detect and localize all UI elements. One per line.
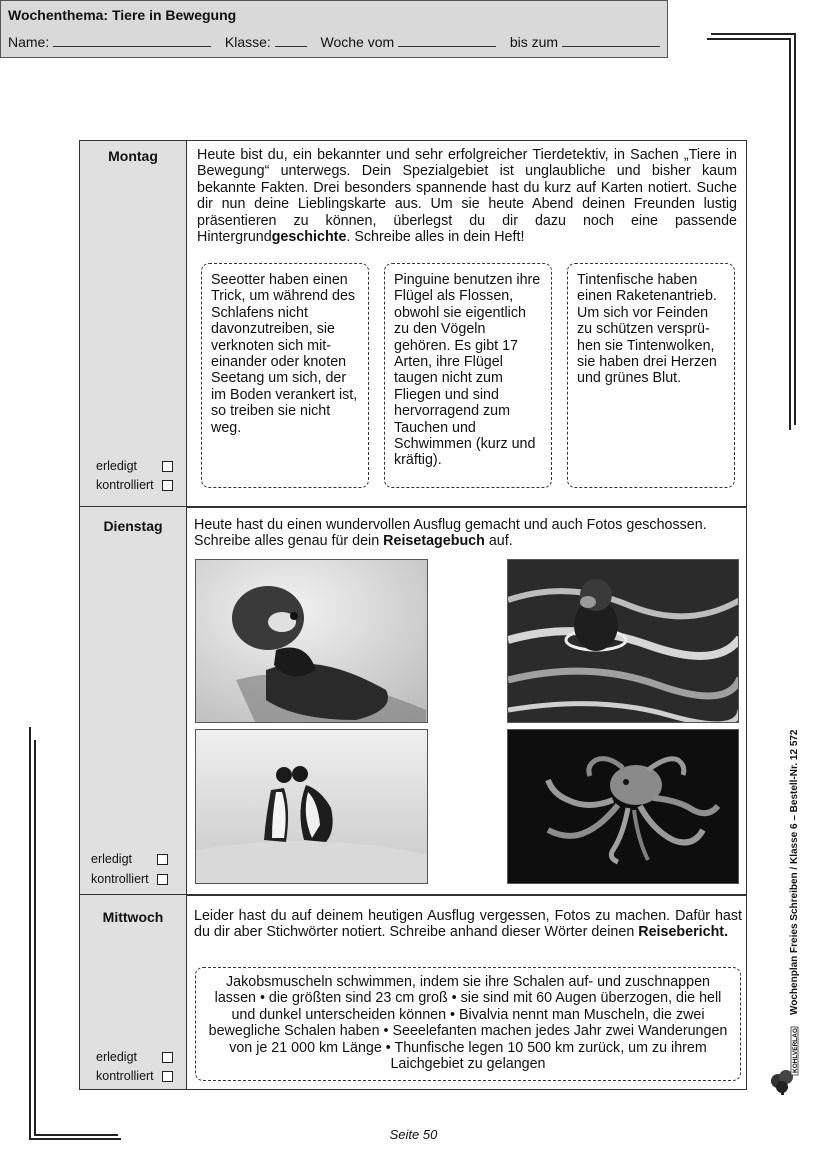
header-fields xyxy=(8,34,660,50)
frame-line-right xyxy=(794,33,796,425)
class-label: Klasse: xyxy=(224,34,271,50)
frame-line-top xyxy=(711,33,795,35)
fact-card-pinguine: Pinguine benutzen ihre Flügel als Flossen, obwohl sie eigentlich zu den Vögeln gehören. Es gibt 17 Arten, ihre Flügel taugen nicht zum Fliegen und sind hervorragend zum Tauchen und Schwimmen (kurz und kräftig). xyxy=(384,263,552,488)
task-text-bold: Reisetagebuch xyxy=(383,533,485,550)
done-label: erledigt xyxy=(96,1050,137,1064)
day-column-tuesday xyxy=(80,507,187,895)
fact-card-seeotter: Seeotter haben einen Trick, um während des Schlafens nicht davonzutreiben, sie verknoten sich mit-einander oder knoten Seetang um sich, der im Boden verankert ist, so treiben sie nicht weg. xyxy=(201,263,369,488)
content-wednesday xyxy=(187,895,746,1089)
task-text-part: . Schreibe alles in dein Heft! xyxy=(346,229,525,246)
frame-line-top-inner xyxy=(707,38,791,40)
week-from-label: Woche vom xyxy=(320,34,395,50)
task-text-part: Heute bist du, ein bekannter und sehr erfolgreicher Tierdetektiv, in Sachen „Tiere in Bewegung“ unterwegs. Dein Spezialgebiet ist unglaubliche und bisher kaum bekannte Fakten. Drei besonders spannende hast du kurz auf Karten notiert. Suche dir nun deine Lieblingskarte aus. Um sie heute Abend deinen Freunden lustig präsentieren zu können, überlegst du dir dazu noch eine passende Hintergrund xyxy=(197,147,737,246)
sidebar-product-info: Wochenplan Freies Schreiben / Klasse 6 – Bestell-Nr. 12 572 xyxy=(789,729,800,1015)
task-text-monday xyxy=(197,147,737,245)
day-name-wednesday: Mittwoch xyxy=(102,909,164,925)
row-wednesday xyxy=(79,894,747,1090)
publisher-name: KOHLVERLAG xyxy=(792,1027,799,1073)
publisher-logo xyxy=(766,1025,802,1097)
photo-octopus xyxy=(507,729,739,884)
checked-label: kontrolliert xyxy=(96,478,154,492)
checked-label: kontrolliert xyxy=(91,872,149,886)
task-text-part: Heute hast du einen wundervollen Ausflug gemacht und auch Fotos geschossen. Schreibe alles genau für dein xyxy=(194,517,707,550)
week-theme-title: Wochenthema: Tiere in Bewegung xyxy=(8,7,237,23)
name-label: Name: xyxy=(8,34,50,50)
photo-sea-otter-floating xyxy=(195,559,428,723)
checked-checkbox[interactable] xyxy=(157,874,168,885)
task-text-part: auf. xyxy=(484,533,513,550)
frame-line-left-inner xyxy=(34,740,36,1135)
day-name-tuesday: Dienstag xyxy=(103,518,163,534)
task-text-tuesday xyxy=(194,517,742,550)
week-to-field[interactable] xyxy=(562,34,660,47)
task-text-bold: Reisebericht. xyxy=(638,924,729,941)
done-checkbox[interactable] xyxy=(162,1052,173,1063)
done-checkbox[interactable] xyxy=(162,461,173,472)
page-number: Seite 50 xyxy=(389,1127,438,1142)
week-from-field[interactable] xyxy=(398,34,496,47)
keywords-box: Jakobsmuscheln schwimmen, indem sie ihre Schalen auf- und zuschnappen lassen • die größten sind 23 cm groß • sie sind mit 60 Augen überzogen, die hell und dunkel unterscheiden können • Bivalvia nennt man Muscheln, die zwei bewegliche Schalen haben • Seeelefanten machen jedes Jahr zwei Wanderungen von je 21 000 km Länge • Thunfische legen 10 500 km zurück, um zu ihrem Laichgebiet zu gelangen xyxy=(195,967,741,1081)
name-field[interactable] xyxy=(53,34,211,47)
done-checkbox[interactable] xyxy=(157,854,168,865)
checked-checkbox[interactable] xyxy=(162,480,173,491)
day-column-monday xyxy=(80,141,187,507)
week-to-label: bis zum xyxy=(509,34,559,50)
task-text-wednesday xyxy=(194,908,742,941)
row-tuesday xyxy=(79,506,747,896)
day-name-monday: Montag xyxy=(108,148,158,164)
row-monday xyxy=(79,140,747,508)
photo-penguins xyxy=(195,729,428,884)
header-box xyxy=(0,0,668,58)
checked-label: kontrolliert xyxy=(96,1069,154,1083)
done-label: erledigt xyxy=(96,459,137,473)
frame-line-right-inner xyxy=(789,38,791,430)
content-monday xyxy=(187,141,746,507)
day-column-wednesday xyxy=(80,895,187,1089)
class-field[interactable] xyxy=(275,34,307,47)
photo-sea-otter-swimming xyxy=(507,559,739,723)
task-text-bold: geschichte xyxy=(271,229,347,246)
done-label: erledigt xyxy=(91,852,132,866)
checked-checkbox[interactable] xyxy=(162,1071,173,1082)
frame-line-left xyxy=(29,727,31,1139)
task-text-part: Leider hast du auf deinem heutigen Ausflug vergessen, Fotos zu machen. Dafür hast du dir aber Stichwörter notiert. Schreibe anhand dieser Wörter deinen xyxy=(194,908,742,941)
content-tuesday xyxy=(187,507,746,895)
fact-card-tintenfische: Tintenfische haben einen Raketenantrieb. Um sich vor Feinden zu schützen versprü-hen sie Tintenwolken, sie haben drei Herzen und grünes Blut. xyxy=(567,263,735,488)
